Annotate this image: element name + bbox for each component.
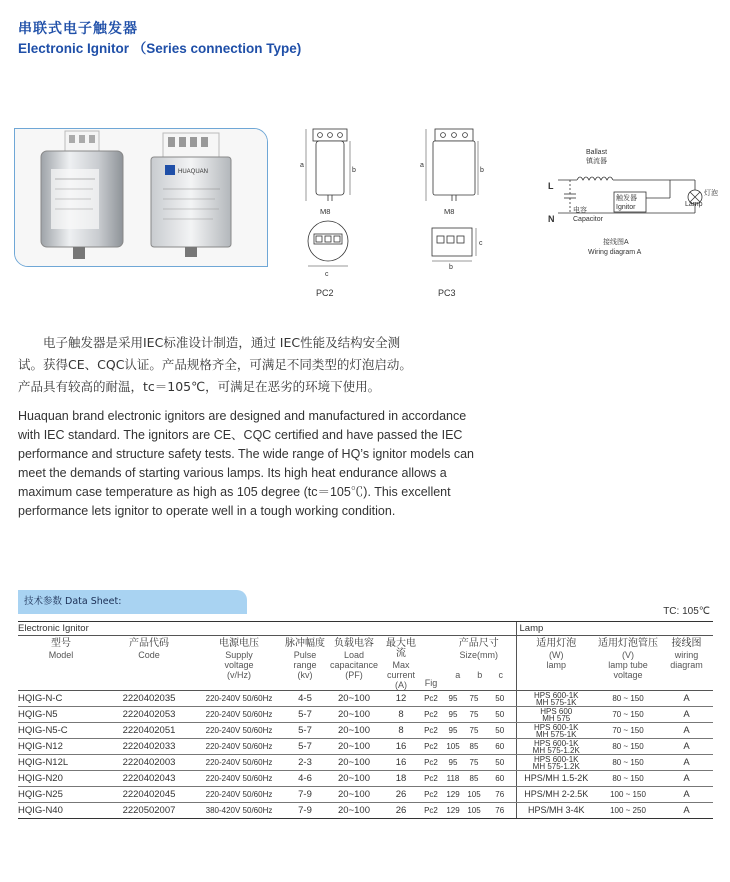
cell-load: 20~100 — [326, 803, 382, 819]
cell-c: 50 — [484, 723, 516, 739]
cell-current: 12 — [382, 691, 420, 707]
pc3-thread: M8 — [444, 207, 455, 216]
cell-model: HQIG-N25 — [18, 787, 104, 803]
cell-voltage: 220-240V 50/60Hz — [194, 723, 284, 739]
wiring-diagram — [548, 149, 718, 256]
cell-code: 2220402045 — [104, 787, 194, 803]
cell-wiring: A — [660, 723, 713, 739]
cell-model: HQIG-N-C — [18, 691, 104, 707]
cell-b: 85 — [464, 771, 484, 787]
cell-lamp-line2: MH 575-1K — [536, 729, 577, 739]
description-cn-line: 产品具有较高的耐温，tc＝105℃，可满足在恶劣的环境下使用。 — [18, 379, 381, 394]
cell-load: 20~100 — [326, 723, 382, 739]
table-row — [18, 707, 713, 723]
group-ignitor: Electronic Ignitor — [18, 622, 516, 636]
cell-model: HQIG-N5 — [18, 707, 104, 723]
cell-current: 26 — [382, 803, 420, 819]
pc3-dim-c: c — [479, 240, 483, 247]
cell-code: 2220402033 — [104, 739, 194, 755]
cell-c: 76 — [484, 803, 516, 819]
cell-code: 2220402043 — [104, 771, 194, 787]
cell-fig: Pc2 — [420, 691, 442, 707]
wiring-ballast-cn: 镇流器 — [586, 158, 607, 165]
pc2-side-view — [300, 129, 356, 216]
cell-lamp-voltage: 80 ~ 150 — [596, 739, 660, 755]
cell-a: 95 — [442, 755, 464, 771]
cell-lamp-line2: MH 575-1.2K — [532, 761, 580, 771]
wiring-caption-en: Wiring diagram A — [588, 249, 642, 256]
cell-wiring: A — [660, 787, 713, 803]
cell-voltage: 220-240V 50/60Hz — [194, 787, 284, 803]
cell-model: HQIG-N12L — [18, 755, 104, 771]
cell-model: HQIG-N20 — [18, 771, 104, 787]
cell-voltage: 220-240V 50/60Hz — [194, 691, 284, 707]
pc3-dim-b-side: b — [480, 167, 484, 174]
cell-lamp-line1: HPS/MH 2-2.5K — [524, 789, 589, 799]
header-fig: Fig — [420, 636, 442, 691]
description-en: Huaquan brand electronic ignitors are designed and manufactured in accordance with IEC standard. The ignitors are CE、CQC certified and have passed the IEC performance and structure safety tests. The wide range of HQ’s ignitor models can meet the demands of starting various lamps. Its high heat endurance allows a maximum case temperature as high as 105 degree (tc＝105℃). This excellent performance lets ignitor to operate well in a tough working condition. — [18, 409, 475, 518]
datasheet-tab: 技术参数 Data Sheet: — [18, 590, 247, 614]
cell-b: 75 — [464, 707, 484, 723]
cell-current: 8 — [382, 707, 420, 723]
header-pulse: 脉冲幅度 Pulse range (kv) — [284, 636, 326, 691]
cell-code: 2220502007 — [104, 803, 194, 819]
cell-model: HQIG-N40 — [18, 803, 104, 819]
pc3-side-view — [420, 129, 484, 216]
tc-label: TC: 105℃ — [663, 606, 710, 617]
header-load: 负载电容 Load capacitance (PF) — [326, 636, 382, 691]
cell-a: 105 — [442, 739, 464, 755]
pc2-dim-a: a — [300, 162, 304, 169]
header-size: 产品尺寸 Size(mm) a b c — [442, 636, 516, 691]
cell-voltage: 220-240V 50/60Hz — [194, 707, 284, 723]
cell-lamp-voltage: 80 ~ 150 — [596, 755, 660, 771]
cell-a: 118 — [442, 771, 464, 787]
cell-c: 76 — [484, 787, 516, 803]
cell-code: 2220402053 — [104, 707, 194, 723]
cell-b: 75 — [464, 755, 484, 771]
header-wiring: 接线图 wiring diagram — [660, 636, 713, 691]
cell-lamp-line1: HPS 600-1K — [534, 738, 579, 748]
description-cn-line: 电子触发器是采用IEC标准设计制造，通过 IEC性能及结构安全测 — [43, 335, 401, 350]
wiring-lamp-cn: 灯泡 — [704, 190, 718, 197]
cell-fig: Pc2 — [420, 739, 442, 755]
cell-pulse: 4-6 — [284, 771, 326, 787]
cell-model: HQIG-N12 — [18, 739, 104, 755]
cell-lamp-line1: HPS/MH 3-4K — [527, 805, 585, 815]
cell-lamp-voltage: 100 ~ 250 — [596, 803, 660, 819]
cell-pulse: 7-9 — [284, 803, 326, 819]
cell-fig: Pc2 — [420, 787, 442, 803]
pc3-label: PC3 — [438, 288, 456, 298]
cell-current: 26 — [382, 787, 420, 803]
header-voltage: 电源电压 Supply voltage (v/Hz) — [194, 636, 284, 691]
cell-b: 75 — [464, 723, 484, 739]
cell-model: HQIG-N5-C — [18, 723, 104, 739]
cell-lamp-voltage: 80 ~ 150 — [596, 691, 660, 707]
cell-wiring: A — [660, 691, 713, 707]
cell-wiring: A — [660, 803, 713, 819]
cell-load: 20~100 — [326, 771, 382, 787]
cell-pulse: 5-7 — [284, 723, 326, 739]
title-cn: 串联式电子触发器 — [18, 21, 138, 37]
pc2-top-view — [308, 221, 348, 298]
cell-voltage: 380-420V 50/60Hz — [194, 803, 284, 819]
datasheet-table — [18, 621, 713, 819]
description-cn — [18, 332, 488, 398]
pc2-thread: M8 — [320, 207, 331, 216]
cell-c: 50 — [484, 755, 516, 771]
cell-lamp-voltage: 80 ~ 150 — [596, 771, 660, 787]
cell-b: 105 — [464, 787, 484, 803]
cell-load: 20~100 — [326, 739, 382, 755]
cell-code: 2220402051 — [104, 723, 194, 739]
wiring-N: N — [548, 214, 555, 224]
table-row — [18, 739, 713, 755]
cell-lamp-voltage: 100 ~ 150 — [596, 787, 660, 803]
table-row — [18, 723, 713, 739]
wiring-lamp-en: Lamp — [685, 201, 703, 208]
pc2-dim-b: b — [352, 167, 356, 174]
pc2-label: PC2 — [316, 288, 334, 298]
cell-lamp-line1: HPS/MH 1.5-2K — [524, 773, 589, 783]
cell-lamp — [516, 771, 596, 787]
cell-load: 20~100 — [326, 755, 382, 771]
cell-lamp-line2: MH 575 — [542, 713, 571, 723]
cell-load: 20~100 — [326, 691, 382, 707]
table-row — [18, 691, 713, 707]
title-en: Electronic Ignitor （Series connection Type) — [18, 41, 302, 56]
cell-c: 60 — [484, 771, 516, 787]
cell-fig: Pc2 — [420, 723, 442, 739]
header-lamp: 适用灯泡 (W) lamp — [516, 636, 596, 691]
pc3-dim-a: a — [420, 162, 424, 169]
cell-current: 8 — [382, 723, 420, 739]
cell-lamp-line1: HPS 600 — [540, 706, 573, 716]
cell-pulse: 7-9 — [284, 787, 326, 803]
cell-c: 50 — [484, 691, 516, 707]
cell-voltage: 220-240V 50/60Hz — [194, 755, 284, 771]
cell-a: 95 — [442, 691, 464, 707]
wiring-L: L — [548, 181, 554, 191]
brand-label: HUAQUAN — [178, 169, 209, 175]
cell-c: 60 — [484, 739, 516, 755]
wiring-ignitor-cn: 触发器 — [616, 195, 637, 202]
table-row — [18, 755, 713, 771]
cell-b: 85 — [464, 739, 484, 755]
cell-a: 129 — [442, 787, 464, 803]
cell-a: 129 — [442, 803, 464, 819]
cell-pulse: 5-7 — [284, 739, 326, 755]
cell-lamp — [516, 691, 596, 707]
cell-pulse: 4-5 — [284, 691, 326, 707]
cell-pulse: 5-7 — [284, 707, 326, 723]
cell-wiring: A — [660, 771, 713, 787]
pc3-top-view — [432, 228, 483, 298]
ignitor-photo-illustration — [15, 129, 267, 266]
cell-voltage: 220-240V 50/60Hz — [194, 771, 284, 787]
wiring-capacitor-cn: 电容 — [573, 207, 587, 214]
cell-fig: Pc2 — [420, 771, 442, 787]
header-lamp-voltage: 适用灯泡管压 (V) lamp tube voltage — [596, 636, 660, 691]
cell-lamp — [516, 707, 596, 723]
dimension-diagrams — [280, 120, 720, 310]
cell-wiring: A — [660, 707, 713, 723]
cell-code: 2220402035 — [104, 691, 194, 707]
table-row — [18, 803, 713, 819]
cell-lamp-voltage: 70 ~ 150 — [596, 707, 660, 723]
group-lamp: Lamp — [516, 622, 713, 636]
cell-wiring: A — [660, 755, 713, 771]
description-cn-line: 试。获得CE、CQC认证。产品规格齐全，可满足不同类型的灯泡启动。 — [18, 357, 412, 372]
wiring-caption-cn: 接线图A — [603, 239, 629, 246]
cell-pulse: 2-3 — [284, 755, 326, 771]
cell-b: 75 — [464, 691, 484, 707]
cell-lamp-line2: MH 575-1K — [536, 697, 577, 707]
cell-load: 20~100 — [326, 707, 382, 723]
header-current: 最大电流 Max current (A) — [382, 636, 420, 691]
cell-lamp — [516, 803, 596, 819]
pc3-dim-b: b — [449, 264, 453, 271]
pc2-dim-c: c — [325, 271, 329, 278]
table-row — [18, 787, 713, 803]
cell-fig: Pc2 — [420, 803, 442, 819]
cell-b: 105 — [464, 803, 484, 819]
cell-a: 95 — [442, 707, 464, 723]
cell-current: 16 — [382, 755, 420, 771]
cell-load: 20~100 — [326, 787, 382, 803]
cell-lamp-line1: HPS 600-1K — [534, 690, 579, 700]
cell-current: 16 — [382, 739, 420, 755]
cell-lamp — [516, 739, 596, 755]
wiring-capacitor-en: Capacitor — [573, 216, 603, 223]
table-row — [18, 771, 713, 787]
cell-lamp — [516, 755, 596, 771]
cell-fig: Pc2 — [420, 755, 442, 771]
header-model: 型号 Model — [18, 636, 104, 691]
cell-fig: Pc2 — [420, 707, 442, 723]
cell-lamp-line1: HPS 600-1K — [534, 754, 579, 764]
cell-lamp — [516, 787, 596, 803]
header-code: 产品代码 Code — [104, 636, 194, 691]
cell-wiring: A — [660, 739, 713, 755]
product-photo — [14, 128, 268, 267]
cell-lamp-voltage: 70 ~ 150 — [596, 723, 660, 739]
wiring-ballast-en: Ballast — [586, 149, 608, 156]
cell-voltage: 220-240V 50/60Hz — [194, 739, 284, 755]
cell-a: 95 — [442, 723, 464, 739]
cell-lamp-line1: HPS 600-1K — [534, 722, 579, 732]
wiring-ignitor-en: Ignitor — [616, 204, 636, 211]
cell-code: 2220402003 — [104, 755, 194, 771]
cell-current: 18 — [382, 771, 420, 787]
cell-lamp-line2: MH 575-1.2K — [532, 745, 580, 755]
cell-lamp — [516, 723, 596, 739]
cell-c: 50 — [484, 707, 516, 723]
